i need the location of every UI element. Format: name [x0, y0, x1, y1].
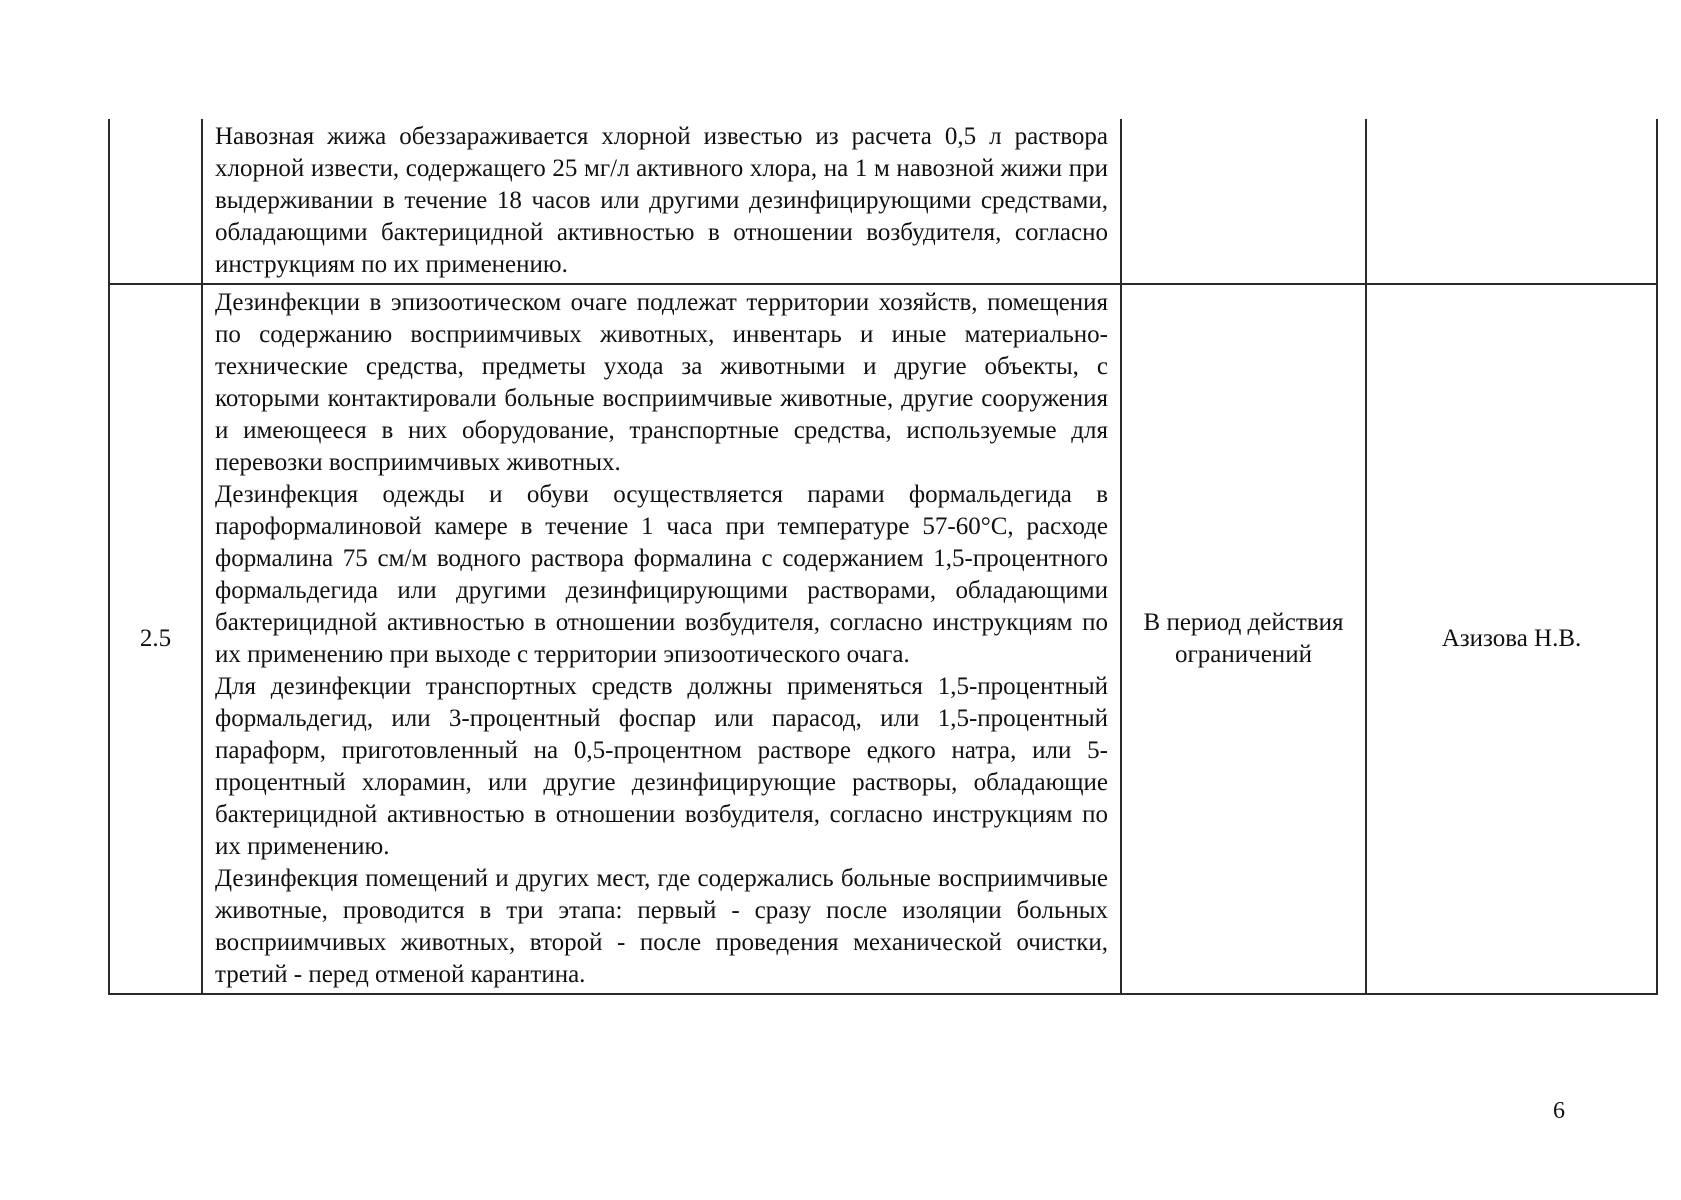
row-number: 2.5 [109, 284, 202, 994]
period-cell [1121, 119, 1366, 284]
page-number: 6 [1553, 1098, 1565, 1124]
table-row [109, 119, 1657, 284]
measure-description [202, 284, 1121, 994]
responsible-cell [1366, 119, 1657, 284]
measure-paragraph: Дезинфекция помещений и других мест, где содержались больные восприимчивые животные, проводится в три этапа: первый - сразу после изоляции больных восприимчивых животных, второй - после проведения механической очистки, третий - перед отменой карантина. [215, 865, 1108, 988]
measure-paragraph: Дезинфекция одежды и обуви осуществляется парами формальдегида в пароформалиновой камере в течение 1 часа при температуре 57-60°С, расходе формалина 75 см/м водного раствора формалина с содержанием 1,5-процентного формальдегида или другими дезинфицирующими растворами, обладающими бактерицидной активностью в отношении возбудителя, согласно инструкциям по их применению при выходе с территории эпизоотического очага. [215, 481, 1108, 668]
row-number [109, 119, 202, 284]
measure-paragraph: Дезинфекции в эпизоотическом очаге подлежат территории хозяйств, помещения по содержанию восприимчивых животных, инвентарь и иные материально-технические средства, предметы ухода за животными и другие объекты, с которыми контактировали больные восприимчивые животные, другие сооружения и имеющееся в них оборудование, транспортные средства, используемые для перевозки восприимчивых животных. [215, 289, 1108, 476]
responsible-cell: Азизова Н.В. [1366, 284, 1657, 994]
measure-description [202, 119, 1121, 284]
period-cell: В период действия ограничений [1121, 284, 1366, 994]
measure-paragraph: Для дезинфекции транспортных средств должны применяться 1,5-процентный формальдегид, или 3-процентный фоспар или парасод, или 1,5-процентный параформ, приготовленный на 0,5-процентном растворе едкого натра, или 5-процентный хлорамин, или другие дезинфицирующие растворы, обладающие бактерицидной активностью в отношении возбудителя, согласно инструкциям по их применению. [215, 673, 1108, 860]
measure-paragraph: Навозная жижа обеззараживается хлорной известью из расчета 0,5 л раствора хлорной извести, содержащего 25 мг/л активного хлора, на 1 м навозной жижи при выдерживании в течение 18 часов или другими дезинфицирующими средствами, обладающими бактерицидной активностью в отношении возбудителя, согласно инструкциям по их применению. [215, 123, 1108, 278]
table-row [109, 284, 1657, 994]
measures-table [108, 119, 1658, 995]
